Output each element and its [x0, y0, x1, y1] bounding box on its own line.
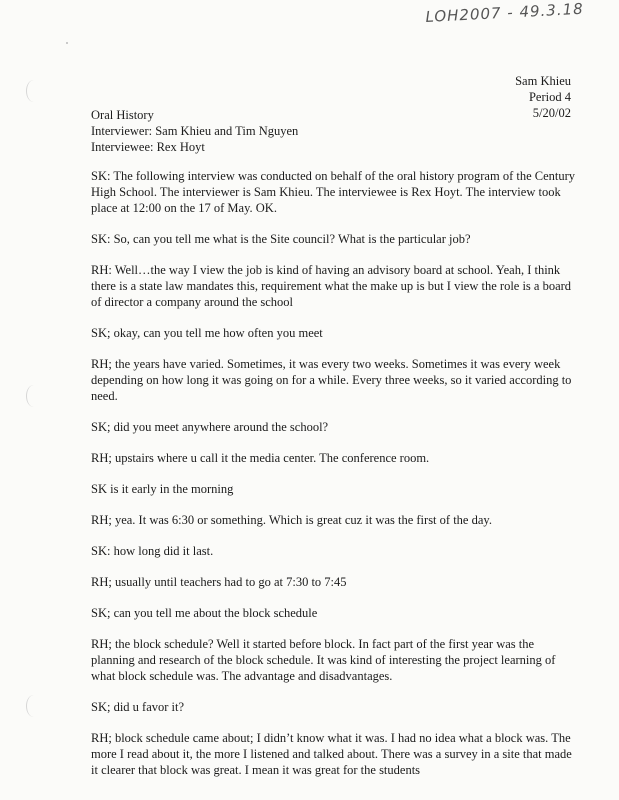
catalog-number: LOH2007 - 49.3.18	[425, 0, 585, 26]
document-title: Oral History	[91, 108, 154, 122]
transcript-paragraph: RH; usually until teachers had to go at 7:30 to 7:45	[91, 575, 347, 589]
transcript-paragraph: SK is it early in the morning	[91, 482, 234, 496]
interview-meta	[91, 107, 298, 155]
punch-hole-mark	[26, 385, 41, 407]
transcript-paragraph: RH; block schedule came about; I didn’t know what it was. I had no idea what a block was. The more I read about it, the more I listened and talked about. There was a survey in a site that made it clearer that block was great. I mean it was great for the students	[91, 731, 572, 777]
punch-hole-mark	[26, 695, 41, 717]
transcript-paragraph: SK: how long did it last.	[91, 544, 214, 558]
document-date: 5/20/02	[532, 106, 571, 120]
transcript-paragraph: RH; the years have varied. Sometimes, it was every two weeks. Sometimes it was every week depending on how long it was going on for a while. Every three weeks, so it varied according to need.	[91, 357, 572, 403]
class-period: Period 4	[528, 90, 571, 104]
transcript-paragraph: RH; the block schedule? Well it started before block. In fact part of the first year was the planning and research of the block schedule. It was kind of interesting the project learning of what block schedule was. The advantage and disadvantages.	[91, 637, 556, 683]
transcript-paragraph: SK: The following interview was conducted on behalf of the oral history program of the Century High School. The interviewer is Sam Khieu. The interviewee is Rex Hoyt. The interview took place at 12:00 on the 17 of May. OK.	[91, 169, 576, 215]
interviewer-line: Interviewer: Sam Khieu and Tim Nguyen	[91, 124, 299, 138]
transcript-paragraph: SK: So, can you tell me what is the Site council? What is the particular job?	[91, 232, 471, 246]
paper-speck	[66, 42, 68, 44]
transcript-paragraph: RH; upstairs where u call it the media center. The conference room.	[91, 451, 430, 465]
punch-hole-mark	[26, 80, 41, 102]
author-name: Sam Khieu	[515, 74, 571, 88]
transcript-paragraph: RH; yea. It was 6:30 or something. Which is great cuz it was the first of the day.	[91, 513, 492, 527]
transcript-paragraph: RH: Well…the way I view the job is kind of having an advisory board at school. Yeah, I think there is a state law mandates this, requirement what the make up is but I view the role is a board of director a company around the school	[91, 263, 572, 309]
interviewee-line: Interviewee: Rex Hoyt	[91, 140, 205, 154]
transcript-paragraph: SK; okay, can you tell me how often you meet	[91, 326, 323, 340]
transcript-paragraph: SK; did u favor it?	[91, 700, 185, 714]
transcript	[91, 168, 577, 793]
header-block	[515, 73, 571, 121]
transcript-paragraph: SK; can you tell me about the block schedule	[91, 606, 318, 620]
transcript-paragraph: SK; did you meet anywhere around the school?	[91, 420, 329, 434]
